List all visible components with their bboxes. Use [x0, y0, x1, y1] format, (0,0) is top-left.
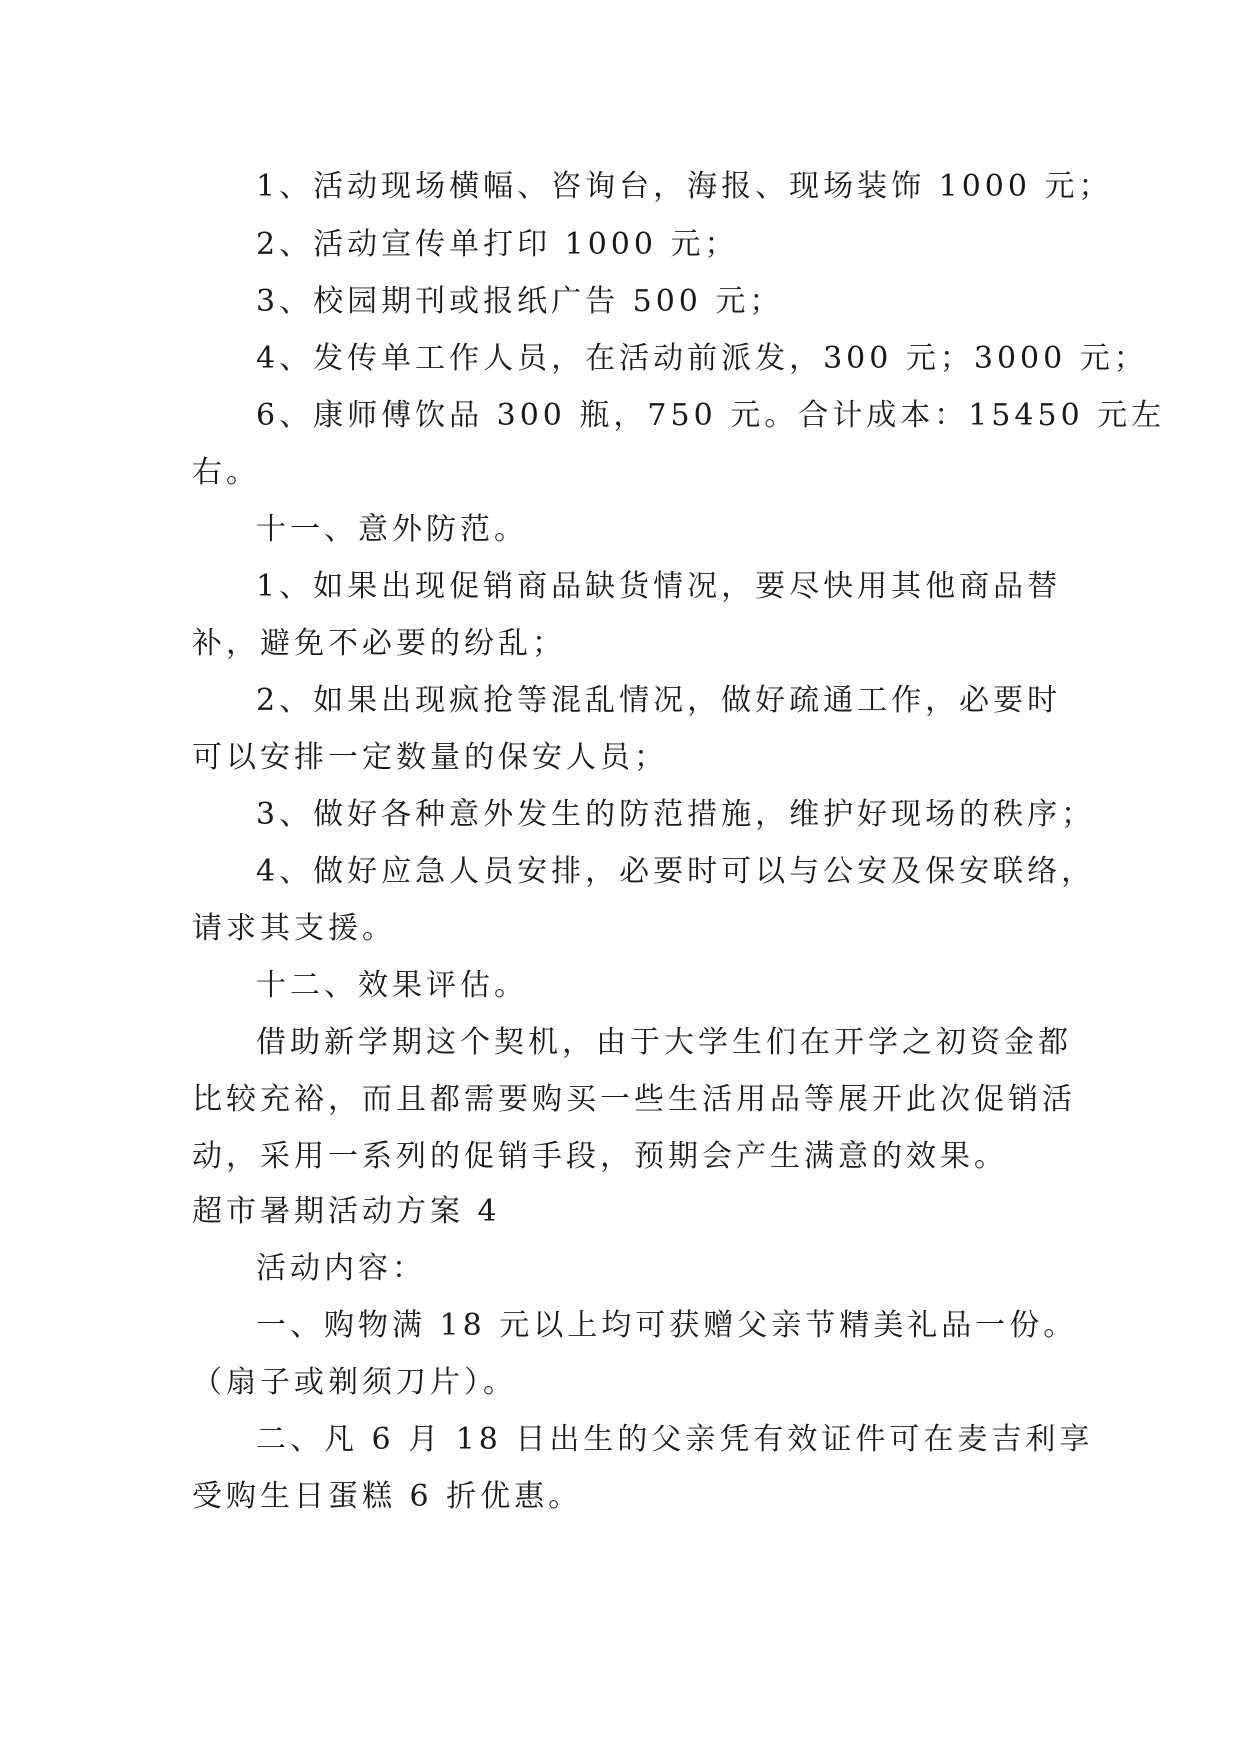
activity-item-2: 二、凡 6 月 18 日出生的父亲凭有效证件可在麦吉利享 [256, 1422, 1094, 1457]
activity-item-1: 一、购物满 18 元以上均可获赠父亲节精美礼品一份。 [256, 1308, 1078, 1343]
prevention-item-3: 3、做好各种意外发生的防范措施，维护好现场的秩序； [256, 797, 1096, 832]
evaluation-paragraph-line-2: 比较充裕，而且都需要购买一些生活用品等展开此次促销活 [192, 1082, 1076, 1117]
budget-item-1: 1、活动现场横幅、咨询台，海报、现场装饰 1000 元； [256, 169, 1113, 204]
budget-item-4: 4、发传单工作人员，在活动前派发，300 元；3000 元； [256, 341, 1148, 376]
prevention-item-4: 4、做好应急人员安排，必要时可以与公安及保安联络， [256, 854, 1096, 889]
evaluation-paragraph-line-1: 借助新学期这个契机，由于大学生们在开学之初资金都 [256, 1025, 1072, 1060]
section-heading-12: 十二、效果评估。 [256, 968, 528, 1003]
prevention-item-1: 1、如果出现促销商品缺货情况，要尽快用其他商品替 [256, 569, 1062, 604]
prevention-item-4-cont: 请求其支援。 [192, 911, 396, 946]
activity-item-1-cont: （扇子或剃须刀片）。 [192, 1365, 517, 1400]
budget-item-6-cont: 右。 [192, 455, 260, 490]
activity-content-heading: 活动内容： [256, 1251, 426, 1286]
prevention-item-2-cont: 可以安排一定数量的保安人员； [192, 740, 668, 775]
plan-title: 超市暑期活动方案 4 [192, 1194, 501, 1229]
section-heading-11: 十一、意外防范。 [256, 512, 528, 547]
budget-item-6: 6、康师傅饮品 300 瓶，750 元。合计成本：15450 元左 [256, 398, 1166, 433]
prevention-item-1-cont: 补，避免不必要的纷乱； [192, 626, 566, 661]
budget-item-3: 3、校园期刊或报纸广告 500 元； [256, 284, 784, 319]
prevention-item-2: 2、如果出现疯抢等混乱情况，做好疏通工作，必要时 [256, 683, 1062, 718]
activity-item-2-cont: 受购生日蛋糕 6 折优惠。 [192, 1479, 583, 1514]
budget-item-2: 2、活动宣传单打印 1000 元； [256, 227, 739, 262]
evaluation-paragraph-line-3: 动，采用一系列的促销手段，预期会产生满意的效果。 [192, 1139, 1008, 1174]
